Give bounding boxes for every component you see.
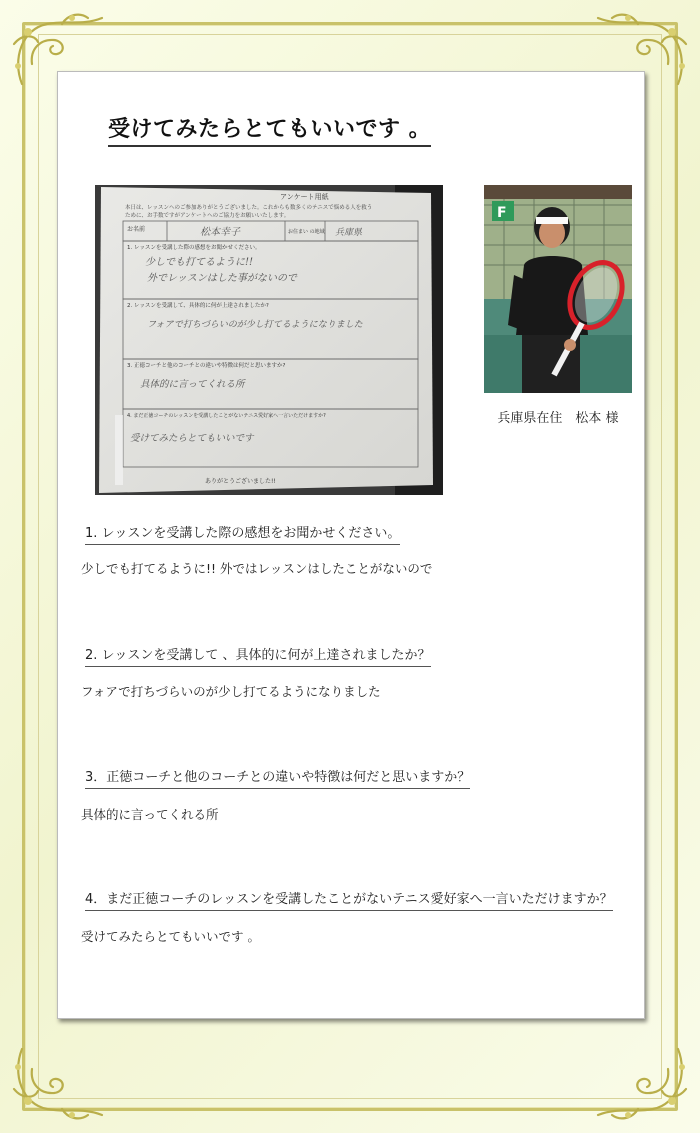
sheet-heading: アンケート用紙 xyxy=(280,193,329,201)
question-2: 2. レッスンを受講して 、具体的に何が上達されましたか？ xyxy=(85,644,431,667)
answer-3: 具体的に言ってくれる所 xyxy=(81,807,219,822)
sheet-a1b-handwritten: 外でレッスンはした事がないので xyxy=(147,273,297,284)
svg-text:F: F xyxy=(497,205,507,221)
sheet-name-label: お名前 xyxy=(127,226,146,233)
sheet-footer: ありがとうございました!! xyxy=(205,478,276,485)
tennis-player-image xyxy=(484,185,632,393)
sheet-intro2: ために、お手数ですがアンケートへのご協力をお願いいたします。 xyxy=(125,213,290,219)
sheet-a2-handwritten: フォアで打ちづらいのが少し打てるようになりました xyxy=(147,320,363,330)
sheet-q3: 3. 正徳コーチと他のコーチとの違いや特徴は何だと思いますか? xyxy=(127,363,286,369)
photo-caption: 兵庫県在住 松本 様 xyxy=(497,411,619,426)
question-3: 3．正徳コーチと他のコーチとの違いや特徴は何だと思いますか？ xyxy=(85,766,470,789)
sheet-name-handwritten: 松本幸子 xyxy=(200,227,240,238)
survey-sheet-photo xyxy=(95,185,443,495)
sheet-q2: 2. レッスンを受講して、具体的に何が上達されましたか? xyxy=(127,303,269,309)
question-4: 4．まだ正徳コーチのレッスンを受講したことがないテニス愛好家へ一言いただけますか？ xyxy=(85,888,613,911)
person-photo xyxy=(484,185,632,393)
survey-sheet-image xyxy=(95,185,443,495)
sheet-address-label: お住まい の地域 xyxy=(288,229,325,235)
content-paper xyxy=(57,71,645,1019)
sheet-a3-handwritten: 具体的に言ってくれる所 xyxy=(140,379,245,390)
answer-4: 受けてみたらとてもいいです 。 xyxy=(81,929,260,944)
answer-1: 少しでも打てるように!! 外ではレッスンはしたことがないので xyxy=(81,561,433,576)
page-title: 受けてみたらとてもいいです 。 xyxy=(108,112,431,147)
sheet-a4-handwritten: 受けてみたらとてもいいです xyxy=(130,433,254,444)
sheet-q4: 4. まだ正徳コーチのレッスンを受講したことがないテニス愛好家へ一言いただけますか? xyxy=(127,413,326,419)
corner-ornament-icon xyxy=(2,1039,112,1129)
question-1: 1. レッスンを受講した際の感想をお聞かせください。 xyxy=(85,522,400,545)
answer-2: フォアで打ちづらいのが少し打てるようになりました xyxy=(81,684,381,699)
sheet-address-handwritten: 兵庫県 xyxy=(335,228,363,238)
corner-ornament-icon xyxy=(588,1039,698,1129)
sheet-a1-handwritten: 少しでも打てるように!! xyxy=(145,257,254,268)
sheet-q1: 1. レッスンを受講した際の感想をお聞かせください。 xyxy=(127,245,261,251)
sheet-intro: 本日は、レッスンへのご参加ありがとうございました。これからも数多くのテニスで悩める人を救う xyxy=(125,205,373,211)
